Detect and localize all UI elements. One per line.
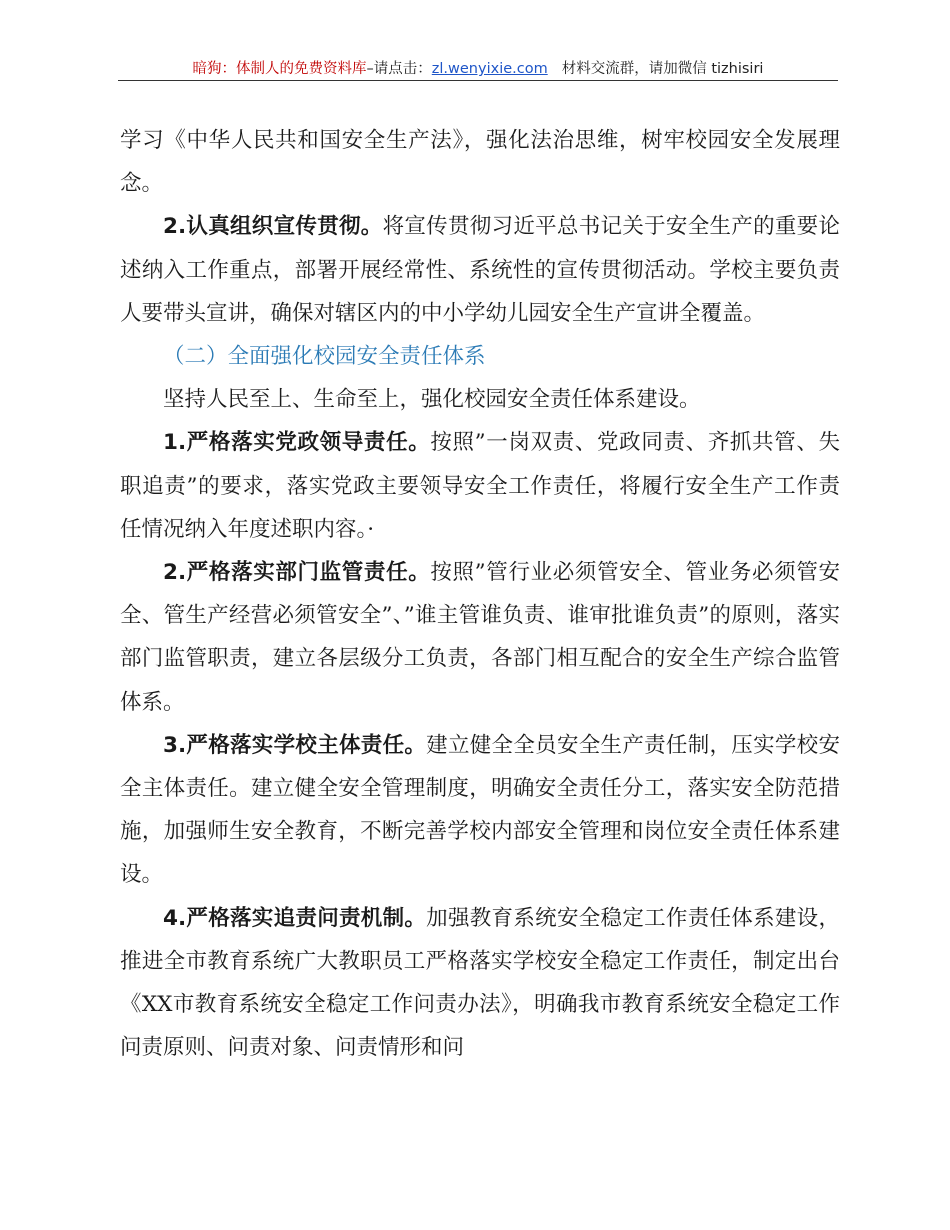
wechat-group-note: 材料交流群，请加微信 tizhisiri [561, 61, 764, 77]
item-body: 按照”一岗双责、党政同责、齐抓共管、失职追责”的要求，落实党政主要领导安全工作责任，将履行安全生产工作责任情况纳入年度述职内容。· [120, 430, 840, 542]
header-divider [118, 80, 838, 81]
paragraph-item-4-accountability [120, 897, 840, 1070]
item-title: 4.严格落实追责问责机制。 [163, 905, 427, 931]
paragraph-item-3-school-responsibility [120, 724, 840, 897]
item-body: 加强教育系统安全稳定工作责任体系建设，推进全市教育系统广大教职员工严格落实学校安全稳定工作责任，制定出台《XX市教育系统安全稳定工作问责办法》，明确我市教育系统安全稳定工作问责原则、问责对象、问责情形和问 [120, 905, 840, 1061]
section-heading: （二）全面强化校园安全责任体系 [163, 344, 486, 370]
site-link[interactable]: zl.wenyixie.com [431, 61, 548, 77]
paragraph-item-2-supervision [120, 551, 840, 724]
item-title: 2.认真组织宣传贯彻。 [163, 214, 383, 240]
item-title: 2.严格落实部门监管责任。 [163, 560, 431, 586]
site-name: 暗狗：体制人的免费资料库 [192, 61, 367, 77]
paragraph-item-2-publicize [120, 205, 840, 335]
item-title: 1.严格落实党政领导责任。 [163, 430, 431, 456]
document-body [120, 119, 840, 1069]
section-intro: 坚持人民至上、生命至上，强化校园安全责任体系建设。 [163, 387, 701, 413]
paragraph-continuation: 学习《中华人民共和国安全生产法》，强化法治思维，树牢校园安全发展理念。 [120, 128, 840, 197]
click-prompt: –请点击： [366, 61, 432, 77]
item-title: 3.严格落实学校主体责任。 [163, 732, 427, 758]
paragraph-item-1-leadership [120, 421, 840, 551]
item-body: 建立健全全员安全生产责任制，压实学校安全主体责任。建立健全安全管理制度，明确安全责任分工，落实安全防范措施，加强师生安全教育，不断完善学校内部安全管理和岗位安全责任体系建设。 [120, 732, 840, 888]
page-header [118, 58, 838, 80]
item-body: 将宣传贯彻习近平总书记关于安全生产的重要论述纳入工作重点，部署开展经常性、系统性的宣传贯彻活动。学校主要负责人要带头宣讲，确保对辖区内的中小学幼儿园安全生产宣讲全覆盖。 [120, 214, 840, 326]
item-body: 按照”管行业必须管安全、管业务必须管安全、管生产经营必须管安全”、”谁主管谁负责、谁审批谁负责”的原则，落实部门监管职责，建立各层级分工负责，各部门相互配合的安全生产综合监管体系。 [120, 560, 840, 715]
